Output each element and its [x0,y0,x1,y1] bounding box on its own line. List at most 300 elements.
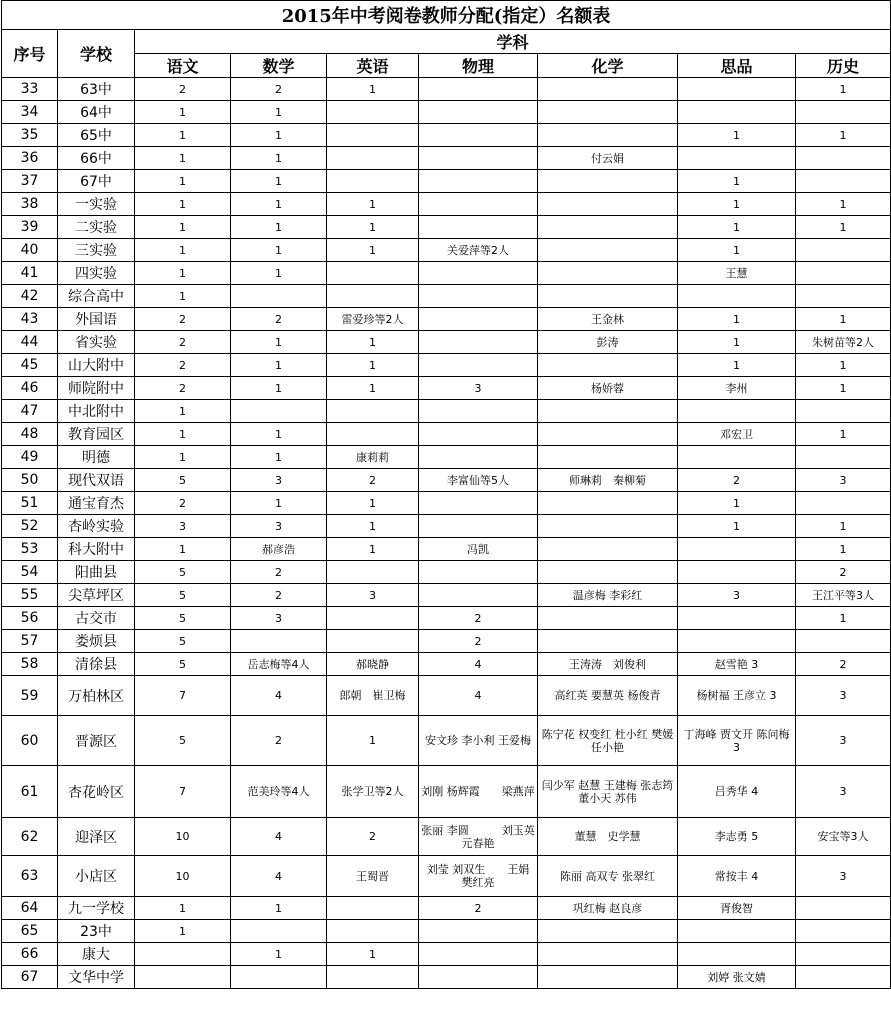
school-name: 万柏林区 [58,676,135,716]
row-number: 67 [2,966,58,989]
quota-cell: 1 [678,216,796,239]
table-row [2,818,891,856]
quota-cell: 1 [231,216,327,239]
quota-cell: 巩红梅 赵良彦 [538,897,678,920]
quota-cell: 1 [231,170,327,193]
quota-cell [678,538,796,561]
school-name: 科大附中 [58,538,135,561]
quota-cell: 2 [419,897,538,920]
table-row [2,515,891,538]
quota-cell: 3 [231,469,327,492]
table-row [2,716,891,766]
quota-cell [327,147,419,170]
quota-cell: 1 [796,423,891,446]
quota-cell: 张丽 李圆 刘玉英 元春艳 [419,818,538,856]
quota-cell: 邓宏卫 [678,423,796,446]
quota-cell [419,446,538,469]
quota-cell: 5 [135,584,231,607]
quota-cell: 2 [231,78,327,101]
quota-cell: 3 [135,515,231,538]
table-row [2,101,891,124]
quota-cell: 王蜀晋 [327,856,419,897]
school-name: 古交市 [58,607,135,630]
school-name: 明德 [58,446,135,469]
quota-cell: 1 [231,354,327,377]
quota-cell [796,101,891,124]
quota-cell: 2 [327,818,419,856]
table-row [2,630,891,653]
quota-cell [796,400,891,423]
quota-cell [538,607,678,630]
quota-cell [796,285,891,308]
table-row [2,216,891,239]
quota-cell: 1 [135,920,231,943]
quota-cell [538,124,678,147]
quota-cell [419,285,538,308]
row-number: 46 [2,377,58,400]
row-number: 61 [2,766,58,818]
quota-cell [538,170,678,193]
quota-cell [538,262,678,285]
table-row [2,607,891,630]
quota-cell: 3 [231,515,327,538]
quota-cell [327,262,419,285]
quota-cell [327,423,419,446]
quota-cell [419,308,538,331]
quota-cell [419,331,538,354]
quota-cell [538,423,678,446]
quota-cell: 2 [135,308,231,331]
quota-cell: 1 [327,239,419,262]
quota-cell: 5 [135,607,231,630]
quota-cell [538,515,678,538]
quota-cell: 1 [796,354,891,377]
table-row [2,966,891,989]
header-subject: 语文 [135,54,231,78]
quota-cell [678,561,796,584]
quota-cell: 丁海峰 贾文开 陈问梅 3 [678,716,796,766]
quota-cell: 1 [135,124,231,147]
row-number: 37 [2,170,58,193]
quota-cell: 王慧 [678,262,796,285]
quota-cell: 冯凯 [419,538,538,561]
quota-cell: 郝彦浩 [231,538,327,561]
table-row [2,193,891,216]
school-name: 迎泽区 [58,818,135,856]
school-name: 外国语 [58,308,135,331]
quota-cell [327,966,419,989]
quota-cell [538,78,678,101]
quota-cell: 郎朝 崔卫梅 [327,676,419,716]
quota-cell: 李志勇 5 [678,818,796,856]
quota-cell [678,607,796,630]
row-number: 63 [2,856,58,897]
quota-cell [678,101,796,124]
quota-cell: 1 [327,78,419,101]
quota-cell [538,492,678,515]
quota-cell: 2 [796,653,891,676]
school-name: 66中 [58,147,135,170]
row-number: 42 [2,285,58,308]
quota-cell [538,216,678,239]
row-number: 34 [2,101,58,124]
table-row [2,492,891,515]
quota-cell: 5 [135,561,231,584]
quota-cell [135,943,231,966]
quota-cell [538,920,678,943]
quota-cell [419,170,538,193]
quota-cell: 1 [327,354,419,377]
row-number: 52 [2,515,58,538]
row-number: 53 [2,538,58,561]
school-name: 杏岭实验 [58,515,135,538]
row-number: 54 [2,561,58,584]
quota-cell [419,78,538,101]
quota-cell [327,561,419,584]
quota-cell [419,101,538,124]
quota-cell: 2 [135,354,231,377]
quota-cell: 董慧 史学慧 [538,818,678,856]
table-row [2,377,891,400]
quota-cell: 关爱萍等2人 [419,239,538,262]
table-row [2,400,891,423]
quota-cell: 2 [796,561,891,584]
quota-cell [538,630,678,653]
quota-cell: 1 [796,538,891,561]
row-number: 65 [2,920,58,943]
quota-cell: 2 [135,377,231,400]
quota-cell [678,400,796,423]
quota-cell [538,285,678,308]
header-subject-group: 学科 [135,30,891,54]
school-name: 阳曲县 [58,561,135,584]
quota-cell: 1 [231,492,327,515]
quota-cell: 1 [796,308,891,331]
quota-cell: 1 [135,239,231,262]
quota-cell [327,920,419,943]
quota-cell [419,354,538,377]
quota-cell: 2 [135,492,231,515]
quota-cell: 刘刚 杨辉霞 梁燕萍 [419,766,538,818]
row-number: 59 [2,676,58,716]
header-subject: 历史 [796,54,891,78]
school-name: 综合高中 [58,285,135,308]
quota-cell [231,285,327,308]
quota-cell: 1 [135,193,231,216]
quota-cell: 3 [796,766,891,818]
quota-cell [419,943,538,966]
row-number: 43 [2,308,58,331]
quota-cell: 1 [135,170,231,193]
school-name: 67中 [58,170,135,193]
school-name: 现代双语 [58,469,135,492]
quota-cell [327,400,419,423]
quota-table [1,0,891,989]
quota-cell: 岳志梅等4人 [231,653,327,676]
quota-cell [678,943,796,966]
quota-cell [419,584,538,607]
quota-cell: 王涛涛 刘俊利 [538,653,678,676]
quota-cell: 闫少军 赵慧 王建梅 张志筠 董小天 苏伟 [538,766,678,818]
quota-cell: 2 [231,716,327,766]
quota-cell: 1 [796,515,891,538]
quota-cell: 赵雪艳 3 [678,653,796,676]
row-number: 49 [2,446,58,469]
quota-cell [796,943,891,966]
row-number: 66 [2,943,58,966]
quota-cell: 2 [678,469,796,492]
header-subject: 化学 [538,54,678,78]
quota-cell: 陈宁花 权变红 杜小红 樊媛 任小艳 [538,716,678,766]
quota-cell: 1 [231,193,327,216]
school-name: 教育园区 [58,423,135,446]
school-name: 娄烦县 [58,630,135,653]
quota-cell [796,170,891,193]
quota-cell [796,630,891,653]
row-number: 44 [2,331,58,354]
quota-cell [538,538,678,561]
table-row [2,897,891,920]
quota-cell [327,285,419,308]
quota-cell: 1 [135,897,231,920]
quota-cell: 1 [231,943,327,966]
quota-cell: 1 [135,147,231,170]
quota-cell: 10 [135,856,231,897]
quota-cell [538,193,678,216]
table-row [2,766,891,818]
header-subject: 物理 [419,54,538,78]
school-name: 晋源区 [58,716,135,766]
row-number: 55 [2,584,58,607]
row-number: 48 [2,423,58,446]
school-name: 清徐县 [58,653,135,676]
quota-cell: 5 [135,469,231,492]
school-name: 康大 [58,943,135,966]
row-number: 58 [2,653,58,676]
quota-cell: 安文珍 李小利 王爱梅 [419,716,538,766]
quota-cell: 2 [327,469,419,492]
quota-cell: 3 [796,716,891,766]
quota-cell: 1 [327,216,419,239]
quota-cell: 温彦梅 李彩红 [538,584,678,607]
school-name: 一实验 [58,193,135,216]
table-row [2,584,891,607]
table-row [2,943,891,966]
quota-cell [231,630,327,653]
quota-cell: 1 [678,124,796,147]
row-number: 38 [2,193,58,216]
quota-cell: 常按丰 4 [678,856,796,897]
quota-cell: 康莉莉 [327,446,419,469]
quota-cell: 高红英 要慧英 杨俊青 [538,676,678,716]
quota-cell: 王江平等3人 [796,584,891,607]
quota-cell [327,630,419,653]
table-title: 2015年中考阅卷教师分配(指定）名额表 [2,1,891,30]
quota-cell: 4 [419,676,538,716]
quota-cell: 1 [327,538,419,561]
quota-cell: 3 [796,676,891,716]
quota-cell [796,966,891,989]
table-row [2,239,891,262]
quota-cell [796,446,891,469]
school-name: 64中 [58,101,135,124]
quota-cell [678,920,796,943]
quota-cell [231,920,327,943]
quota-cell: 1 [135,400,231,423]
quota-cell: 3 [796,469,891,492]
quota-cell: 1 [231,101,327,124]
quota-cell [419,966,538,989]
quota-cell [538,966,678,989]
quota-cell [796,262,891,285]
quota-cell: 2 [419,607,538,630]
table-row [2,653,891,676]
row-number: 36 [2,147,58,170]
quota-cell: 2 [231,308,327,331]
quota-cell: 师琳莉 秦柳菊 [538,469,678,492]
school-name: 63中 [58,78,135,101]
row-number: 47 [2,400,58,423]
quota-cell: 1 [796,124,891,147]
table-row [2,308,891,331]
quota-cell: 1 [678,492,796,515]
quota-cell: 1 [231,897,327,920]
table-row [2,124,891,147]
school-name: 山大附中 [58,354,135,377]
table-row [2,262,891,285]
quota-cell [327,101,419,124]
quota-cell [796,239,891,262]
quota-cell [796,920,891,943]
quota-cell [678,630,796,653]
quota-cell: 彭涛 [538,331,678,354]
quota-cell [538,561,678,584]
quota-cell [327,124,419,147]
row-number: 40 [2,239,58,262]
table-row [2,920,891,943]
quota-cell: 张学卫等2人 [327,766,419,818]
quota-cell: 1 [796,78,891,101]
row-number: 35 [2,124,58,147]
row-number: 39 [2,216,58,239]
header-subject: 英语 [327,54,419,78]
quota-cell [419,124,538,147]
row-number: 50 [2,469,58,492]
quota-cell: 4 [231,856,327,897]
quota-cell: 5 [135,653,231,676]
quota-cell [678,78,796,101]
quota-cell [419,147,538,170]
quota-cell: 1 [796,607,891,630]
quota-cell: 1 [231,331,327,354]
quota-cell: 1 [678,308,796,331]
quota-cell [678,446,796,469]
quota-cell [538,101,678,124]
quota-cell: 4 [419,653,538,676]
quota-cell: 付云娟 [538,147,678,170]
school-name: 文华中学 [58,966,135,989]
quota-cell: 朱树苗等2人 [796,331,891,354]
school-name: 四实验 [58,262,135,285]
quota-cell: 杨树福 王彦立 3 [678,676,796,716]
school-name: 通宝育杰 [58,492,135,515]
school-name: 尖草坪区 [58,584,135,607]
quota-cell: 7 [135,676,231,716]
table-row [2,676,891,716]
quota-cell: 郝晓静 [327,653,419,676]
quota-cell: 7 [135,766,231,818]
row-number: 57 [2,630,58,653]
quota-cell [231,966,327,989]
quota-cell [419,400,538,423]
row-number: 60 [2,716,58,766]
quota-cell [327,897,419,920]
quota-cell: 1 [327,492,419,515]
quota-cell: 1 [678,193,796,216]
school-name: 省实验 [58,331,135,354]
quota-cell: 1 [678,515,796,538]
quota-cell: 李州 [678,377,796,400]
quota-cell [538,446,678,469]
quota-cell: 杨娇蓉 [538,377,678,400]
table-body [2,78,891,989]
quota-cell: 1 [135,216,231,239]
header-subject: 思品 [678,54,796,78]
quota-cell [419,920,538,943]
quota-cell: 2 [231,584,327,607]
header-school: 学校 [58,30,135,78]
row-number: 45 [2,354,58,377]
quota-cell: 3 [327,584,419,607]
school-name: 23中 [58,920,135,943]
table-row [2,170,891,193]
quota-cell [796,897,891,920]
quota-cell: 10 [135,818,231,856]
quota-cell: 1 [796,193,891,216]
quota-cell: 5 [135,630,231,653]
quota-cell: 1 [135,285,231,308]
table-row [2,78,891,101]
table-row [2,561,891,584]
header-subject: 数学 [231,54,327,78]
quota-cell: 4 [231,818,327,856]
table-row [2,469,891,492]
school-name: 中北附中 [58,400,135,423]
quota-cell: 刘婷 张文婧 [678,966,796,989]
quota-cell: 5 [135,716,231,766]
quota-cell: 1 [231,239,327,262]
quota-cell: 1 [796,377,891,400]
quota-cell: 1 [678,354,796,377]
row-number: 33 [2,78,58,101]
quota-cell: 1 [327,943,419,966]
table-row [2,285,891,308]
quota-cell: 1 [678,170,796,193]
quota-cell: 雷爱珍等2人 [327,308,419,331]
school-name: 师院附中 [58,377,135,400]
quota-cell: 1 [135,262,231,285]
quota-cell [796,147,891,170]
quota-cell: 1 [327,193,419,216]
school-name: 三实验 [58,239,135,262]
quota-cell: 1 [135,538,231,561]
table-row [2,331,891,354]
quota-cell [327,607,419,630]
quota-cell: 3 [231,607,327,630]
quota-cell: 3 [419,377,538,400]
quota-cell: 1 [231,377,327,400]
table-row [2,147,891,170]
